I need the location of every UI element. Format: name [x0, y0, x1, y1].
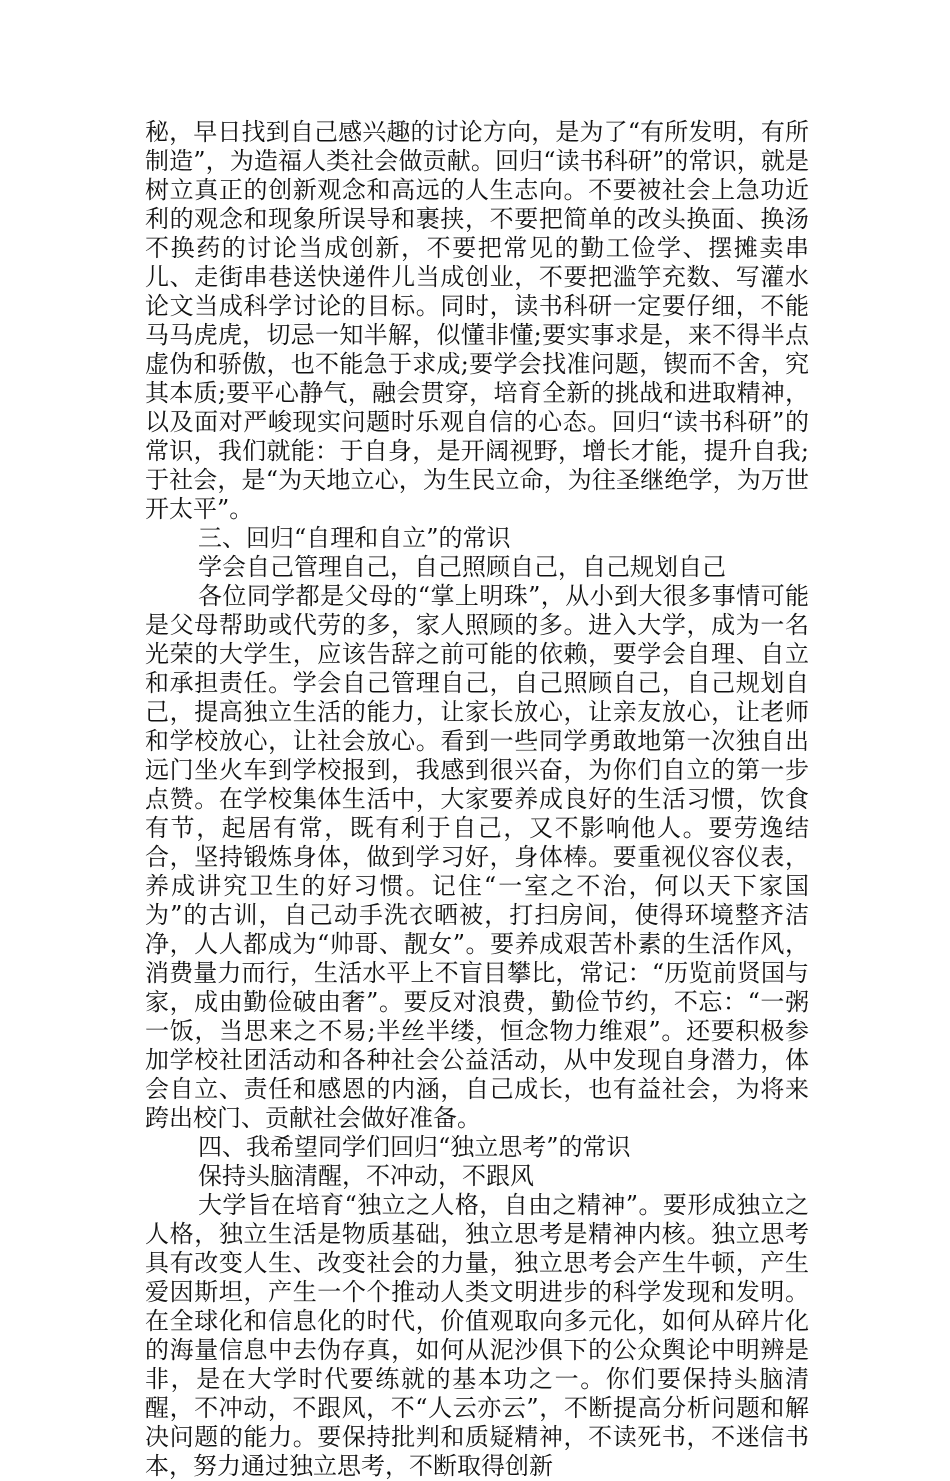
section-heading-self-reliance: 三、回归“自理和自立”的常识 [198, 524, 511, 552]
section-subheading-clear-mind: 保持头脑清醒，不冲动，不跟风 [198, 1162, 534, 1190]
paragraph-self-reliance: 各位同学都是父母的“掌上明珠”，从小到大很多事情可能是父母帮助或代劳的多，家人照顾的多。进入大学，成为一名光荣的大学生，应该告辞之前可能的依赖，要学会自理、自立和承担责任。学会自己管理自己，自己照顾自己，自己规划自己，提高独立生活的能力，让家长放心，让亲友放心，让老师和学校放心，让社会放心。看到一些同学勇敢地第一次独自出远门坐火车到学校报到，我感到很兴奋，为你们自立的第一步点赞。在学校集体生活中，大家要养成良好的生活习惯，饮食有节，起居有常，既有利于自己，又不影响他人。要劳逸结合，坚持锻炼身体，做到学习好，身体棒。要重视仪容仪表，养成讲究卫生的好习惯。记住“一室之不治，何以天下家国为”的古训，自己动手洗衣晒被，打扫房间，使得环境整齐洁净，人人都成为“帅哥、靓女”。要养成艰苦朴素的生活作风，消费量力而行，生活水平上不盲目攀比，常记：“历览前贤国与家，成由勤俭破由奢”。要反对浪费，勤俭节约，不忘：“一粥一饭，当思来之不易;半丝半缕，恒念物力维艰”。还要积极参加学校社团活动和各种社会公益活动，从中发现自身潜力，体会自立、责任和感恩的内涵，自己成长，也有益社会，为将来跨出校门、贡献社会做好准备。 [145, 582, 809, 1132]
document-body [145, 118, 809, 1481]
section-heading-independent-thinking: 四、我希望同学们回归“独立思考”的常识 [198, 1133, 631, 1161]
paragraph-independent-thinking: 大学旨在培育“独立之人格，自由之精神”。要形成独立之人格，独立生活是物质基础，独立思考是精神内核。独立思考具有改变人生、改变社会的力量，独立思考会产生牛顿，产生爱因斯坦，产生一个个推动人类文明进步的科学发现和发明。在全球化和信息化的时代，价值观取向多元化，如何从碎片化的海量信息中去伪存真，如何从泥沙俱下的公众舆论中明辨是非，是在大学时代要练就的基本功之一。你们要保持头脑清醒，不冲动，不跟风，不“人云亦云”，不断提高分析问题和解决问题的能力。要保持批判和质疑精神，不读死书，不迷信书本，努力通过独立思考，不断取得创新 [145, 1191, 809, 1480]
paragraph-reading-research-continued: 秘，早日找到自己感兴趣的讨论方向，是为了“有所发明，有所制造”，为造福人类社会做贡献。回归“读书科研”的常识，就是树立真正的创新观念和高远的人生志向。不要被社会上急功近利的观念和现象所误导和裹挟，不要把简单的改头换面、换汤不换药的讨论当成创新，不要把常见的勤工俭学、摆摊卖串儿、走街串巷送快递件儿当成创业，不要把滥竽充数、写灌水论文当成科学讨论的目标。同时，读书科研一定要仔细，不能马马虎虎，切忌一知半解，似懂非懂;要实事求是，来不得半点虚伪和骄傲，也不能急于求成;要学会找准问题，锲而不舍，究其本质;要平心静气，融会贯穿，培育全新的挑战和进取精神，以及面对严峻现实问题时乐观自信的心态。回归“读书科研”的常识，我们就能：于自身，是开阔视野，增长才能，提升自我;于社会，是“为天地立心，为生民立命，为往圣继绝学，为万世开太平”。 [145, 118, 809, 523]
section-subheading-self-management: 学会自己管理自己，自己照顾自己，自己规划自己 [198, 553, 726, 581]
